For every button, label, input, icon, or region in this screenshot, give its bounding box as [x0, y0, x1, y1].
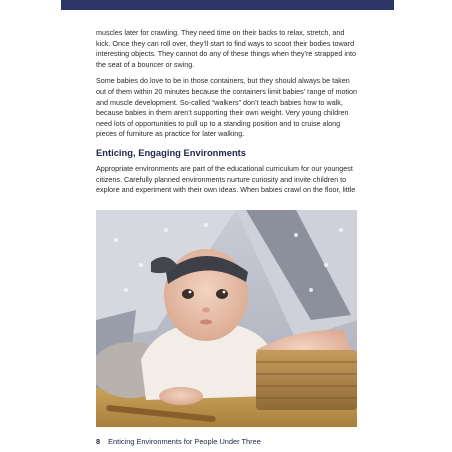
header-band — [61, 0, 394, 10]
baby-photo-illustration — [96, 210, 357, 427]
section-heading: Enticing, Engaging Environments — [96, 146, 247, 158]
section-paragraph: Appropriate environments are part of the educational curriculum for our youngest citizens. Carefully planned environments nurture curiosity and invite children to explore and experiment with their own ideas. When babies crawl on the floor, little — [96, 163, 356, 195]
running-title: Enticing Environments for People Under Three — [108, 437, 261, 446]
body-paragraph-1: muscles later for crawling. They need time on their backs to relax, stretch, and kick. Once they can roll over, they’ll start to find ways to scoot their bodies toward interesting objects. They cannot do any of these things when they’re strapped into the seat of a bouncer or swing. — [96, 28, 356, 69]
page-body — [96, 28, 358, 202]
baby-photo — [96, 210, 357, 427]
page-number: 8 — [96, 437, 101, 446]
body-paragraph-2: Some babies do love to be in those containers, but they should always be taken out of them within 20 minutes because the containers limit babies’ range of motion and muscle development. So-called “walkers” don’t teach babies how to walk, because babies in them aren’t supporting their own weight. Very young children need lots of opportunities to pull up to a standing position and to cruise along pieces of furniture as practice for later walking. — [96, 76, 358, 139]
page-footer — [96, 437, 261, 447]
